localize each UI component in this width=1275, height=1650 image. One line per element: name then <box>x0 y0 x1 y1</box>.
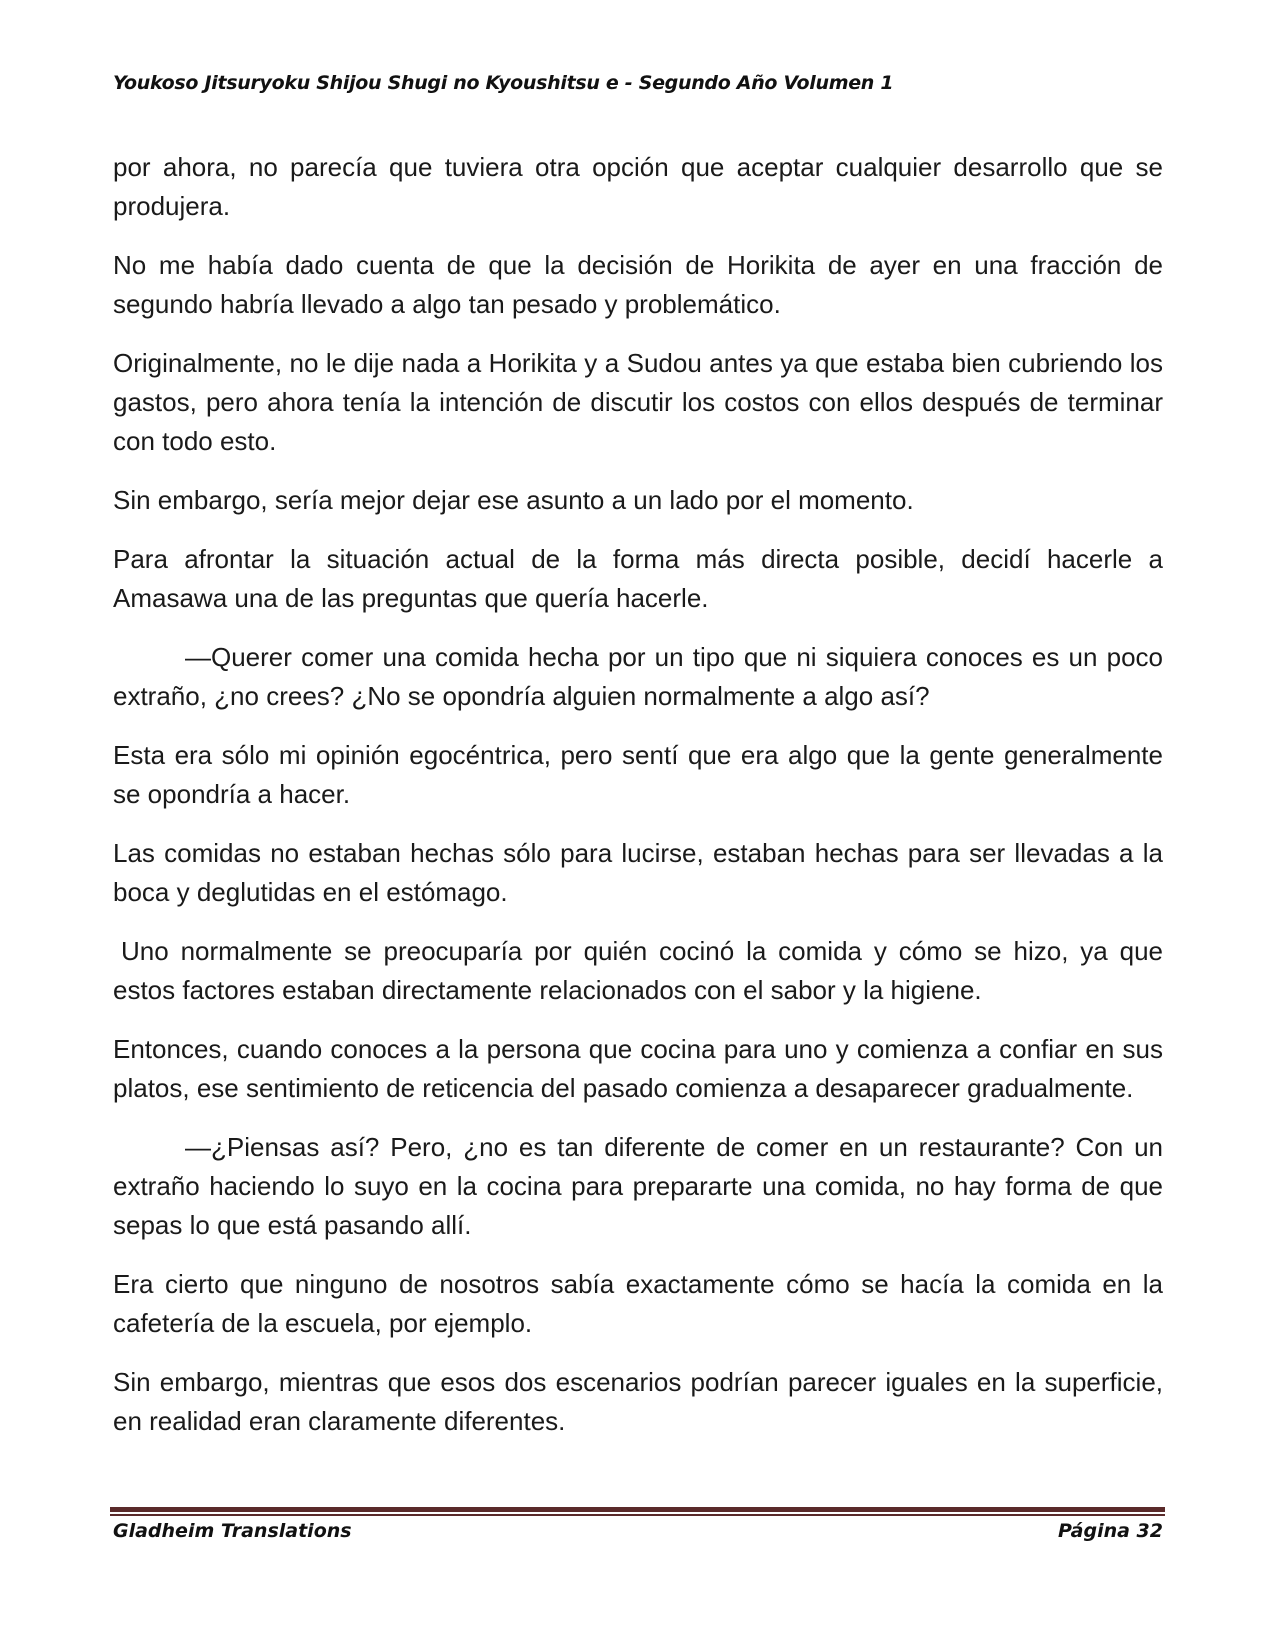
footer-page-number: Página 32 <box>1057 1520 1163 1542</box>
paragraph: Las comidas no estaban hechas sólo para lucirse, estaban hechas para ser llevadas a la boca y deglutidas en el estómago. <box>113 838 1163 907</box>
dialogue-paragraph: —¿Piensas así? Pero, ¿no es tan diferente de comer en un restaurante? Con un extraño haciendo lo suyo en la cocina para prepararte una comida, no hay forma de que sepas lo que está pasando allí. <box>113 1132 1163 1240</box>
body-text <box>113 148 1163 1461</box>
page-footer <box>113 1520 1163 1542</box>
paragraph: Para afrontar la situación actual de la forma más directa posible, decidí hacerle a Amasawa una de las preguntas que quería hacerle. <box>113 544 1163 613</box>
footer-divider-thin <box>110 1514 1165 1516</box>
paragraph: Era cierto que ninguno de nosotros sabía exactamente cómo se hacía la comida en la cafetería de la escuela, por ejemplo. <box>113 1269 1163 1338</box>
paragraph: Uno normalmente se preocuparía por quién cocinó la comida y cómo se hizo, ya que estos factores estaban directamente relacionados con el sabor y la higiene. <box>113 936 1163 1005</box>
paragraph: No me había dado cuenta de que la decisión de Horikita de ayer en una fracción de segundo habría llevado a algo tan pesado y problemático. <box>113 250 1163 319</box>
paragraph: Entonces, cuando conoces a la persona que cocina para uno y comienza a confiar en sus platos, ese sentimiento de reticencia del pasado comienza a desaparecer gradualmente. <box>113 1034 1163 1103</box>
footer-divider <box>110 1507 1165 1516</box>
paragraph: por ahora, no parecía que tuviera otra opción que aceptar cualquier desarrollo que se produjera. <box>113 152 1163 221</box>
paragraph: Sin embargo, mientras que esos dos escenarios podrían parecer iguales en la superficie, en realidad eran claramente diferentes. <box>113 1367 1163 1436</box>
dialogue-paragraph: —Querer comer una comida hecha por un tipo que ni siquiera conoces es un poco extraño, ¿no crees? ¿No se opondría alguien normalmente a algo así? <box>113 642 1163 711</box>
page-header-title: Youkoso Jitsuryoku Shijou Shugi no Kyoushitsu e - Segundo Año Volumen 1 <box>113 72 894 94</box>
paragraph: Sin embargo, sería mejor dejar ese asunto a un lado por el momento. <box>113 485 914 515</box>
footer-publisher: Gladheim Translations <box>113 1520 352 1542</box>
paragraph: Esta era sólo mi opinión egocéntrica, pero sentí que era algo que la gente generalmente se opondría a hacer. <box>113 740 1163 809</box>
footer-divider-thick <box>110 1507 1165 1512</box>
paragraph: Originalmente, no le dije nada a Horikita y a Sudou antes ya que estaba bien cubriendo los gastos, pero ahora tenía la intención de discutir los costos con ellos después de terminar con todo esto. <box>113 348 1163 456</box>
